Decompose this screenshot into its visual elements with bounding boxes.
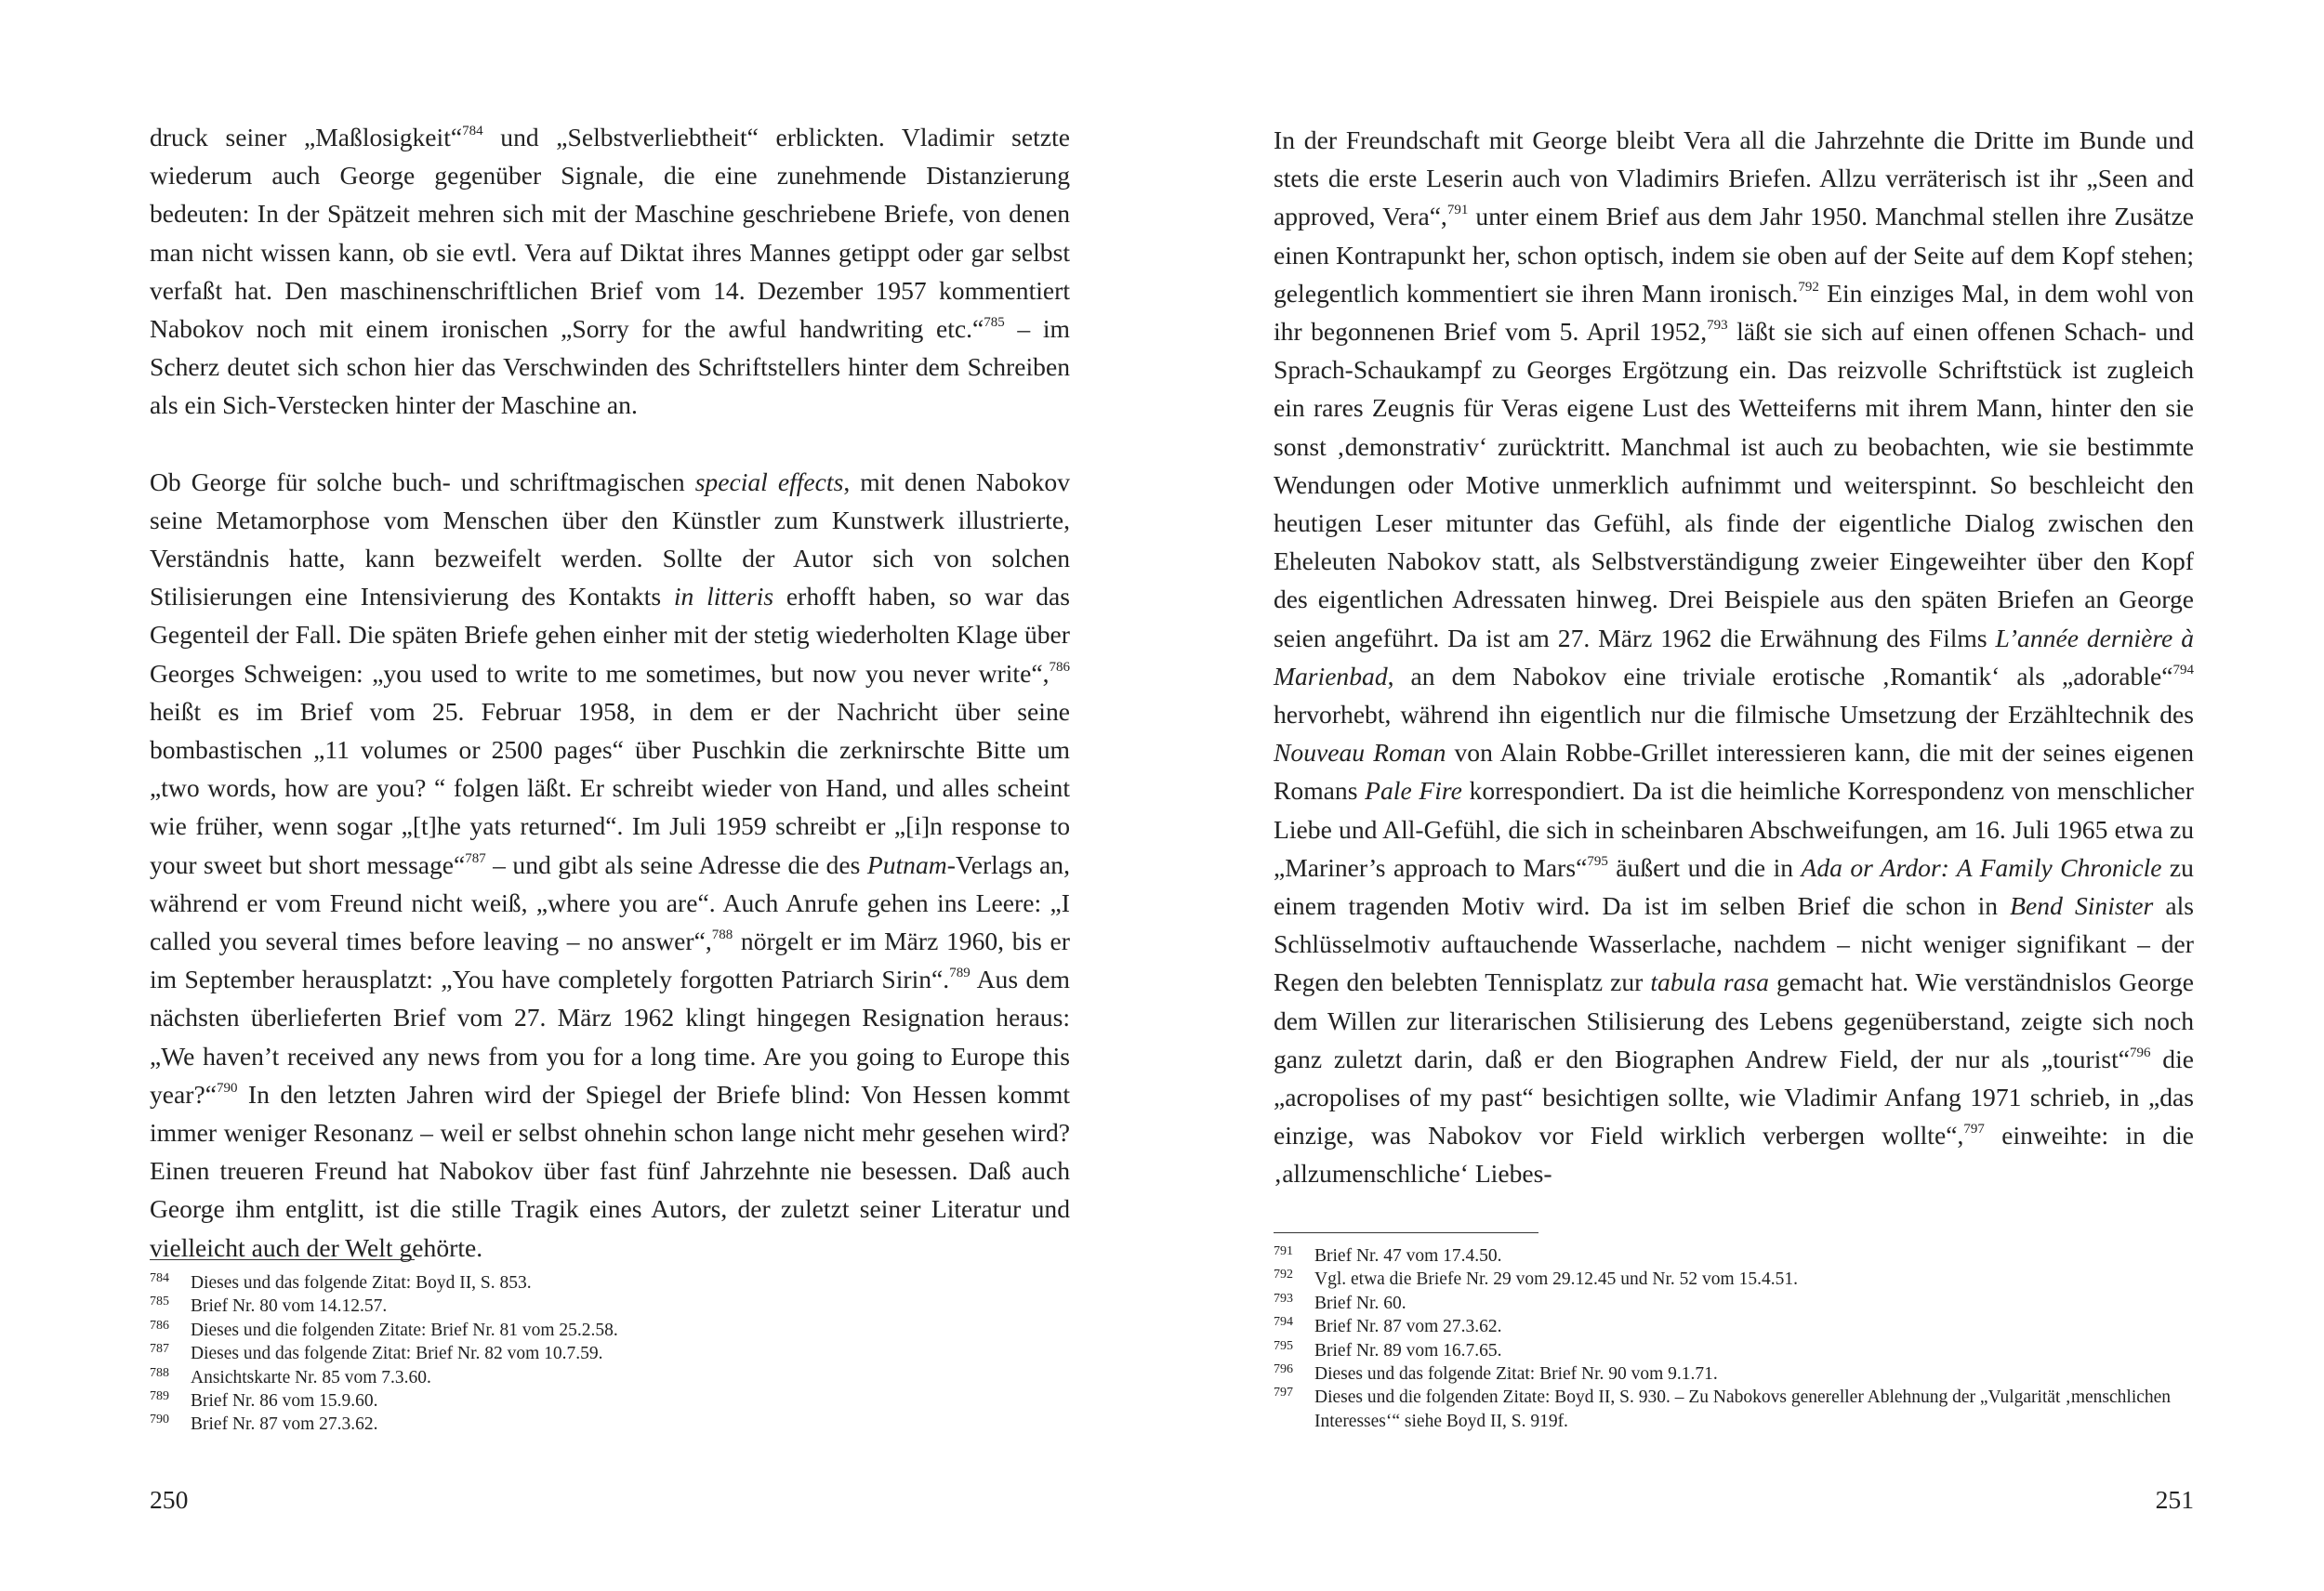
paragraph <box>1274 121 2194 1193</box>
footnote <box>150 1413 1070 1436</box>
text-run: läßt sie sich auf einen offenen Schach- und Sprach-Schaukampf zu Georges Ergötzung ein. Das reizvolle Schriftstück ist zugleich ein rares Zeugnis für Veras eigene Lust des Wetteiferns mit ihrem Mann, hinter den sie sonst ‚demonstrativ‘ zurücktritt. Manchmal ist auch zu beobachten, wie sie bestimmte Wendungen oder Motive unmerklich aufnimmt und weiterspinnt. So beschleicht den heutigen Leser mitunter das Gefühl, als finde der eigentliche Dialog zwischen den Eheleuten Nabokov statt, als Selbstverständigung zweier Eingeweihter über den Kopf des eigentlichen Adressaten hinweg. Drei Beispiele aus den späten Briefen an George seien angeführt. Da ist am 27. März 1962 die Erwähnung des Films <box>1274 317 2195 652</box>
footnote-rule <box>150 1259 415 1260</box>
footnote-number: 792 <box>1274 1268 1293 1282</box>
footnote <box>150 1389 1070 1413</box>
footnote-number: 787 <box>150 1342 169 1357</box>
footnote-number: 786 <box>150 1318 169 1333</box>
paragraph <box>150 118 1070 425</box>
text-run: zu einem tragenden Motiv wird. Da ist im selben Brief die schon in <box>1274 852 2194 921</box>
footnote <box>1274 1386 2194 1433</box>
footnote-ref: 787 <box>465 850 486 866</box>
footnote-text: Dieses und das folgende Zitat: Brief Nr. 90 vom 9.1.71. <box>1314 1364 1718 1385</box>
footnote-rule <box>1274 1232 1538 1233</box>
text-run: als Schlüsselmotiv auftauchende Wasserlache, nachdem – nicht weniger signifikant – der Regen den belebten Tennisplatz zur <box>1274 891 2194 997</box>
footnote-ref: 786 <box>1049 659 1070 675</box>
footnote <box>1274 1315 2194 1338</box>
text-run: äußert und die in <box>1607 852 1802 882</box>
footnote-number: 796 <box>1274 1362 1293 1377</box>
text-run: unter einem Brief aus dem Jahr 1950. Manchmal stellen ihre Zusätze einen Kontrapunkt her, schon optisch, indem sie oben auf der Seite auf dem Kopf stehen; gelegentlich kommentiert sie ihren Mann ironisch. <box>1274 202 2194 308</box>
text-run: gemacht hat. Wie verständnislos George dem Willen zur literarischen Stilisierung des Lebens gegenüberstand, zeigte sich noch ganz zuletzt darin, daß er den Biographen Andrew Field, der nur als „tourist“ <box>1274 967 2195 1073</box>
italic-text: Ada or Ardor: A Family Chronicle <box>1801 852 2162 882</box>
footnote-text: Vgl. etwa die Briefe Nr. 29 vom 29.12.45 und Nr. 52 vom 15.4.51. <box>1314 1269 1798 1290</box>
body-text <box>150 118 1070 1267</box>
footnote <box>150 1271 1070 1295</box>
footnote-ref: 794 <box>2172 662 2194 677</box>
text-run: – im Scherz deutet sich schon hier das Verschwinden des Schriftstellers hinter dem Schreiben als ein Sich-Verstecken hinter der Maschine an. <box>150 314 1071 420</box>
footnote-number: 789 <box>150 1389 169 1404</box>
footnote <box>1274 1362 2194 1386</box>
footnote-ref: 797 <box>1963 1122 1985 1137</box>
footnote-number: 790 <box>150 1413 169 1427</box>
footnote-ref: 793 <box>1707 318 1728 334</box>
footnote-ref: 796 <box>2130 1045 2151 1060</box>
footnote-text: Brief Nr. 87 vom 27.3.62. <box>191 1414 378 1435</box>
footnote-ref: 792 <box>1798 279 1819 295</box>
text-run: Aus dem nächsten überlieferten Brief vom 27. März 1962 klingt hingegen Resignation heraus: „We haven’t received any news from you for a long time. Are you going to Europe this year?“ <box>150 965 1070 1109</box>
text-run: Ob George für solche buch- und schriftmagischen <box>150 467 695 496</box>
italic-text: in litteris <box>673 582 774 611</box>
footnote <box>150 1366 1070 1389</box>
text-run: -Verlags an, während er vom Freund nicht weiß, „where you are“. Auch Anrufe gehen ins Leere: „I called you several times before leaving – no answer“, <box>150 849 1070 956</box>
footnote-number: 794 <box>1274 1315 1293 1330</box>
footnote-number: 797 <box>1274 1386 1293 1400</box>
text-run: , mit denen Nabokov seine Metamorphose vom Menschen über den Künstler zum Kunstwerk illustrierte, Verständnis hatte, kann bezweifelt werden. Sollte der Autor sich von solchen Stilisierungen eine Intensivierung des Kontakts <box>150 467 1070 611</box>
text-run: die „acropolises of my past“ besichtigen sollte, wie Vladimir Anfang 1971 schrieb, in „das einzige, was Nabokov vor Field wirklich verbergen wollte“, <box>1274 1044 2194 1151</box>
footnote-ref: 785 <box>984 315 1005 331</box>
footnote-text: Brief Nr. 60. <box>1314 1293 1406 1313</box>
footnote-ref: 784 <box>462 124 483 138</box>
footnotes <box>1274 1232 2194 1433</box>
text-run: In den letzten Jahren wird der Spiegel der Briefe blind: Von Hessen kommt immer weniger Resonanz – weil er selbst ohnehin schon lange nicht mehr gesehen wird? Einen treueren Freund hat Nabokov über fast fünf Jahrzehnte nie besessen. Daß auch George ihm entglitt, ist die stille Tragik eines Autors, der zuletzt seiner Literatur und vielleicht auch der Welt gehörte. <box>150 1079 1070 1262</box>
footnote-ref: 788 <box>711 927 733 943</box>
footnote-ref: 790 <box>216 1080 238 1096</box>
page-number: 251 <box>2155 1485 2194 1514</box>
text-run: druck seiner „Maßlosigkeit“ <box>150 123 463 151</box>
text-run: , an dem Nabokov eine triviale erotische ‚Romantik‘ als „adorable“ <box>1387 661 2173 690</box>
footnote-ref: 791 <box>1446 203 1469 218</box>
footnote-number: 793 <box>1274 1291 1293 1306</box>
footnotes <box>150 1259 1070 1437</box>
footnote <box>1274 1339 2194 1362</box>
footnote-text: Dieses und das folgende Zitat: Brief Nr. 82 vom 10.7.59. <box>191 1344 603 1364</box>
text-run: nörgelt er im März 1960, bis er im September herausplatzt: „You have completely forgotten Patriarch Sirin“. <box>150 927 1070 994</box>
footnote-text: Ansichtskarte Nr. 85 vom 7.3.60. <box>191 1367 431 1387</box>
text-run: korrespondiert. Da ist die heimliche Korrespondenz von menschlicher Liebe und All-Gefühl, die sich in scheinbaren Abschweifungen, am 16. Juli 1965 etwa zu „Mariner’s approach to Mars“ <box>1274 776 2194 882</box>
footnote <box>1274 1292 2194 1315</box>
footnote <box>150 1342 1070 1365</box>
italic-text: Nouveau Roman <box>1274 738 1446 768</box>
footnote-number: 788 <box>150 1365 169 1380</box>
text-run: hervorhebt, während ihn eigentlich nur die filmische Umsetzung der Erzähltechnik des <box>1274 700 2194 730</box>
italic-text: L’année dernière à Marienbad <box>1274 623 2194 690</box>
italic-text: tabula rasa <box>1650 967 1769 997</box>
text-run: Ein einziges Mal, in dem wohl von ihr begonnenen Brief vom 5. April 1952, <box>1274 278 2195 347</box>
italic-text: Putnam <box>866 849 947 879</box>
paragraph <box>150 463 1070 1267</box>
text-run: heißt es im Brief vom 25. Februar 1958, in dem er der Nachricht über seine bombastischen „11 volumes or 2500 pages“ über Puschkin die zerknirschte Bitte um „two words, how are you? “ folgen läßt. Er schreibt wieder von Hand, und alles scheint wie früher, wenn sogar „[t]he yats returned“. Im Juli 1959 schreibt er „[i]n response to your sweet but short message“ <box>150 696 1070 879</box>
footnote-number: 785 <box>150 1295 169 1309</box>
right-page <box>1162 0 2324 1591</box>
footnote-text: Dieses und das folgende Zitat: Boyd II, S. 853. <box>191 1273 532 1293</box>
italic-text: special effects <box>694 467 844 496</box>
text-run: und „Selbstverliebtheit“ erblickten. Vladimir setzte wiederum auch George gegenüber Signale, die eine zunehmende Distanzierung bedeuten: In der Spätzeit mehren sich mit der Maschine geschriebene Briefe, von denen man nicht wissen kann, ob sie evtl. Vera auf Diktat ihres Mannes getippt oder gar selbst verfaßt hat. Den maschinenschriftlichen Brief vom 14. Dezember 1957 kommentiert Nabokov noch mit einem ironischen „Sorry for the awful handwriting etc.“ <box>150 123 1070 344</box>
italic-text: Bend Sinister <box>2010 891 2154 921</box>
footnote-text: Brief Nr. 89 vom 16.7.65. <box>1314 1340 1502 1361</box>
footnote-ref: 795 <box>1587 853 1608 869</box>
footnote-text: Brief Nr. 80 vom 14.12.57. <box>191 1296 388 1317</box>
footnote <box>150 1319 1070 1342</box>
footnote-number: 791 <box>1274 1244 1293 1258</box>
footnote <box>150 1295 1070 1318</box>
footnote-number: 784 <box>150 1271 169 1285</box>
footnote <box>1274 1268 2194 1291</box>
footnote-ref: 789 <box>949 966 971 981</box>
footnote-text: Brief Nr. 47 vom 17.4.50. <box>1314 1246 1502 1266</box>
footnote-text: Brief Nr. 86 vom 15.9.60. <box>191 1391 378 1412</box>
italic-text: Pale Fire <box>1365 776 1462 806</box>
page-number: 250 <box>150 1485 189 1514</box>
footnote-text: Dieses und die folgenden Zitate: Boyd II, S. 930. – Zu Nabokovs genereller Ablehnung der „Vulgarität ‚menschlichen Interesses‘“ siehe Boyd II, S. 919f. <box>1314 1387 2172 1431</box>
body-text <box>1274 121 2194 1193</box>
text-run: In der Freundschaft mit George bleibt Vera all die Jahrzehnte die Dritte im Bunde und stets die erste Leserin auch von Vladimirs Briefen. Allzu verräterisch ist ihr „Seen and approved, Vera“, <box>1274 125 2194 231</box>
text-run: von Alain Robbe-Grillet interessieren kann, die mit der seines eigenen Romans <box>1274 738 2194 806</box>
text-run: – und gibt als seine Adresse die des <box>485 849 867 879</box>
footnote <box>1274 1244 2194 1268</box>
footnote-text: Dieses und die folgenden Zitate: Brief Nr. 81 vom 25.2.58. <box>191 1320 618 1340</box>
footnote-number: 795 <box>1274 1338 1293 1353</box>
footnote-text: Brief Nr. 87 vom 27.3.62. <box>1314 1317 1502 1337</box>
text-run: erhofft haben, so war das Gegenteil der Fall. Die späten Briefe gehen einher mit der stetig wiederholten Klage über Georges Schweigen: „you used to write to me sometimes, but now you never write“, <box>150 582 1070 688</box>
text-run: einweihte: in die ‚allzumenschliche‘ Liebes- <box>1274 1121 2194 1189</box>
